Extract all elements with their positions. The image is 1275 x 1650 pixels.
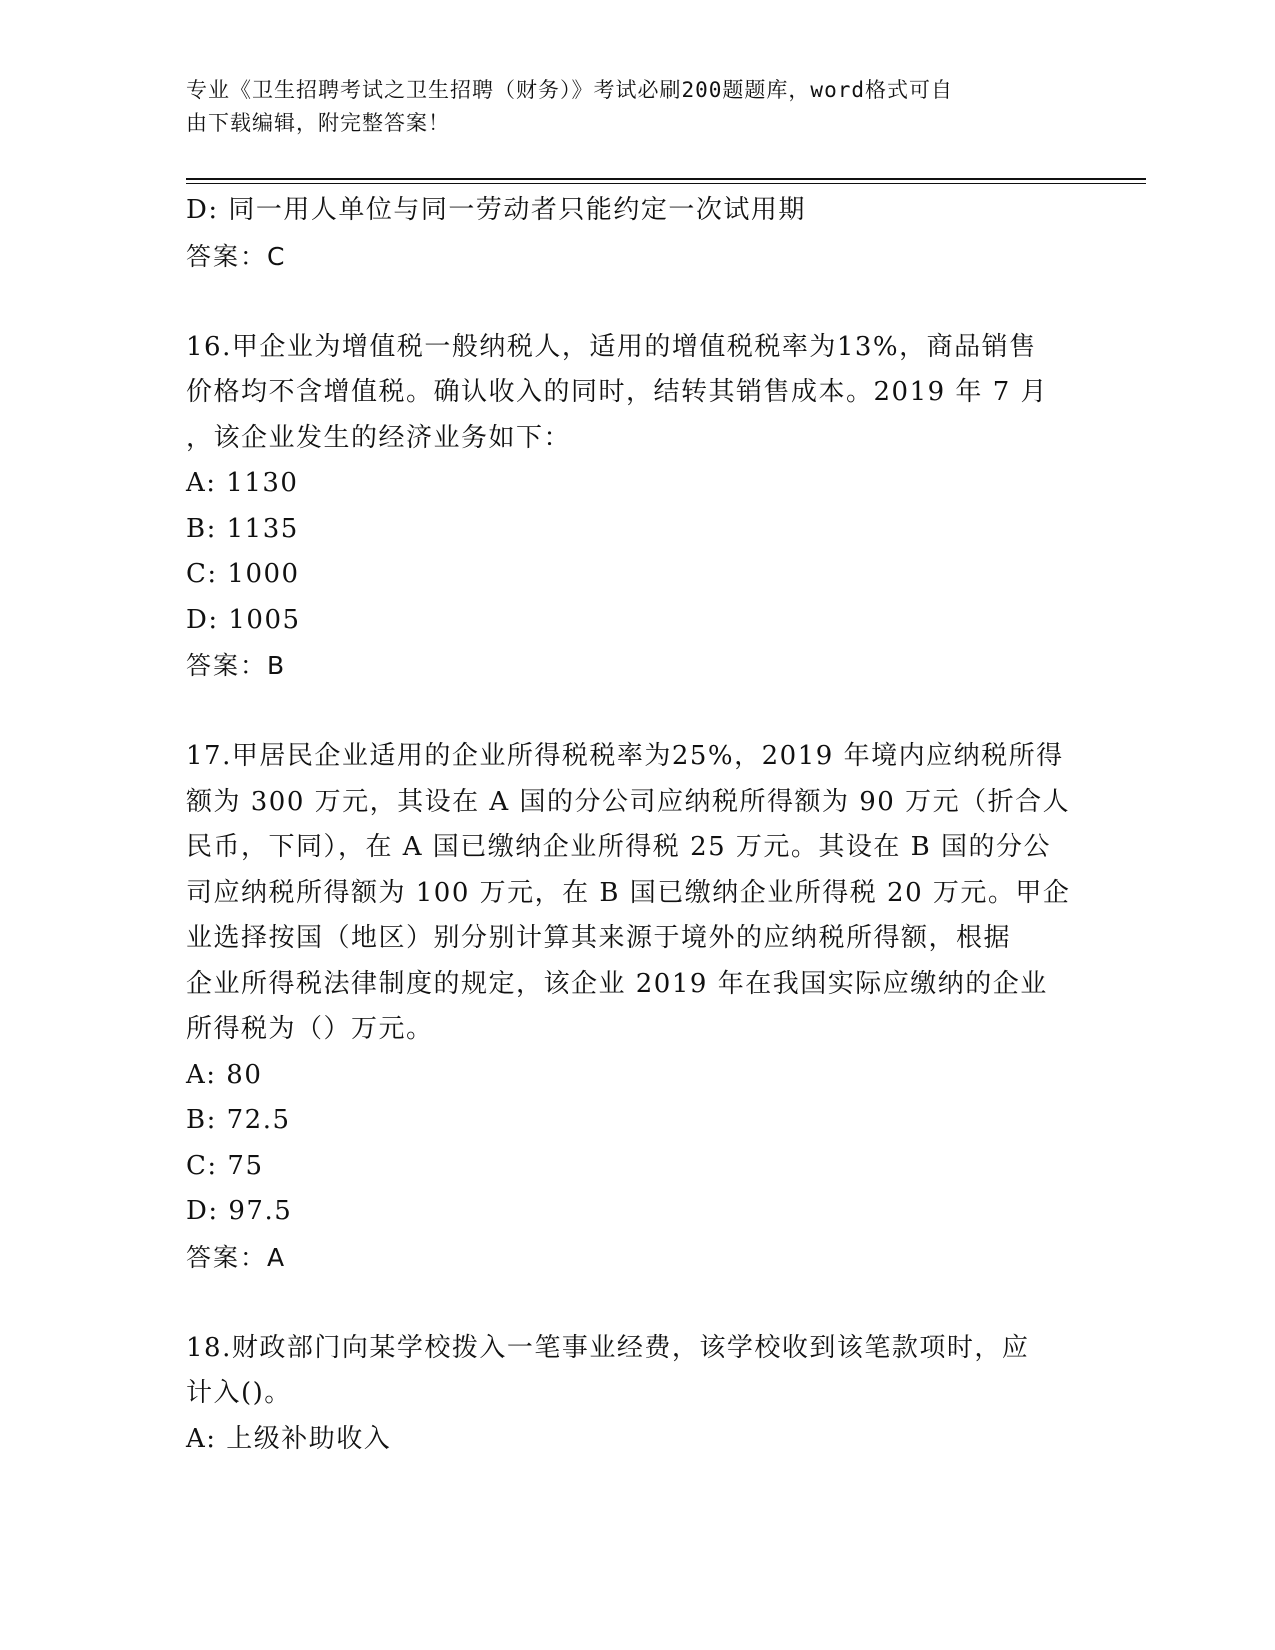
spacer (186, 1280, 1076, 1326)
option-d: D: 同一用人单位与同一劳动者只能约定一次试用期 (186, 195, 806, 225)
question-stem-line: 16.甲企业为增值税一般纳税人，适用的增值税税率为13%，商品销售 (186, 331, 1037, 362)
question-stem-line: 企业所得税法律制度的规定，该企业 2019 年在我国实际应缴纳的企业 (186, 968, 1048, 999)
question-15-tail (186, 188, 1076, 279)
spacer (186, 279, 1076, 325)
question-stem-line: 所得税为（）万元。 (186, 1014, 434, 1044)
spacer (186, 689, 1076, 735)
header-line-1: 专业《卫生招聘考试之卫生招聘（财务）》考试必刷200题题库，word格式可自 (186, 78, 953, 102)
document-header (186, 74, 1066, 140)
option-c: C: 75 (186, 1150, 264, 1181)
question-18 (186, 1326, 1076, 1463)
option-a: A: 1130 (186, 468, 299, 498)
answer: 答案：C (186, 241, 287, 271)
header-divider-thick (186, 178, 1146, 180)
question-stem-line: 业选择按国（地区）别分别计算其来源于境外的应纳税所得额，根据 (186, 923, 1012, 953)
question-stem-line: 计入()。 (186, 1378, 292, 1408)
option-a: A: 上级补助收入 (186, 1423, 392, 1454)
question-17 (186, 734, 1076, 1280)
question-stem-line: 司应纳税所得额为 100 万元，在 B 国已缴纳企业所得税 20 万元。甲企 (186, 877, 1071, 908)
option-a: A: 80 (186, 1059, 263, 1090)
question-stem-line: 价格均不含增值税。确认收入的同时，结转其销售成本。2019 年 7 月 (186, 377, 1049, 407)
question-16 (186, 325, 1076, 689)
option-d: D: 97.5 (186, 1196, 293, 1226)
option-b: B: 72.5 (186, 1105, 291, 1135)
option-c: C: 1000 (186, 559, 300, 589)
header-line-2: 由下载编辑，附完整答案！ (186, 111, 450, 135)
question-stem-line: 18.财政部门向某学校拨入一笔事业经费，该学校收到该笔款项时，应 (186, 1332, 1030, 1363)
question-stem-line: 额为 300 万元，其设在 A 国的分公司应纳税所得额为 90 万元（折合人 (186, 786, 1071, 817)
header-divider-thin (186, 183, 1146, 184)
answer: 答案：B (186, 651, 287, 680)
answer: 答案：A (186, 1242, 287, 1272)
option-b: B: 1135 (186, 513, 299, 544)
question-stem-line: ，该企业发生的经济业务如下： (186, 422, 572, 453)
document-body (186, 188, 1076, 1462)
option-d: D: 1005 (186, 604, 301, 635)
question-stem-line: 民币，下同），在 A 国已缴纳企业所得税 25 万元。其设在 B 国的分公 (186, 832, 1052, 862)
question-stem-line: 17.甲居民企业适用的企业所得税税率为25%，2019 年境内应纳税所得 (186, 741, 1064, 771)
